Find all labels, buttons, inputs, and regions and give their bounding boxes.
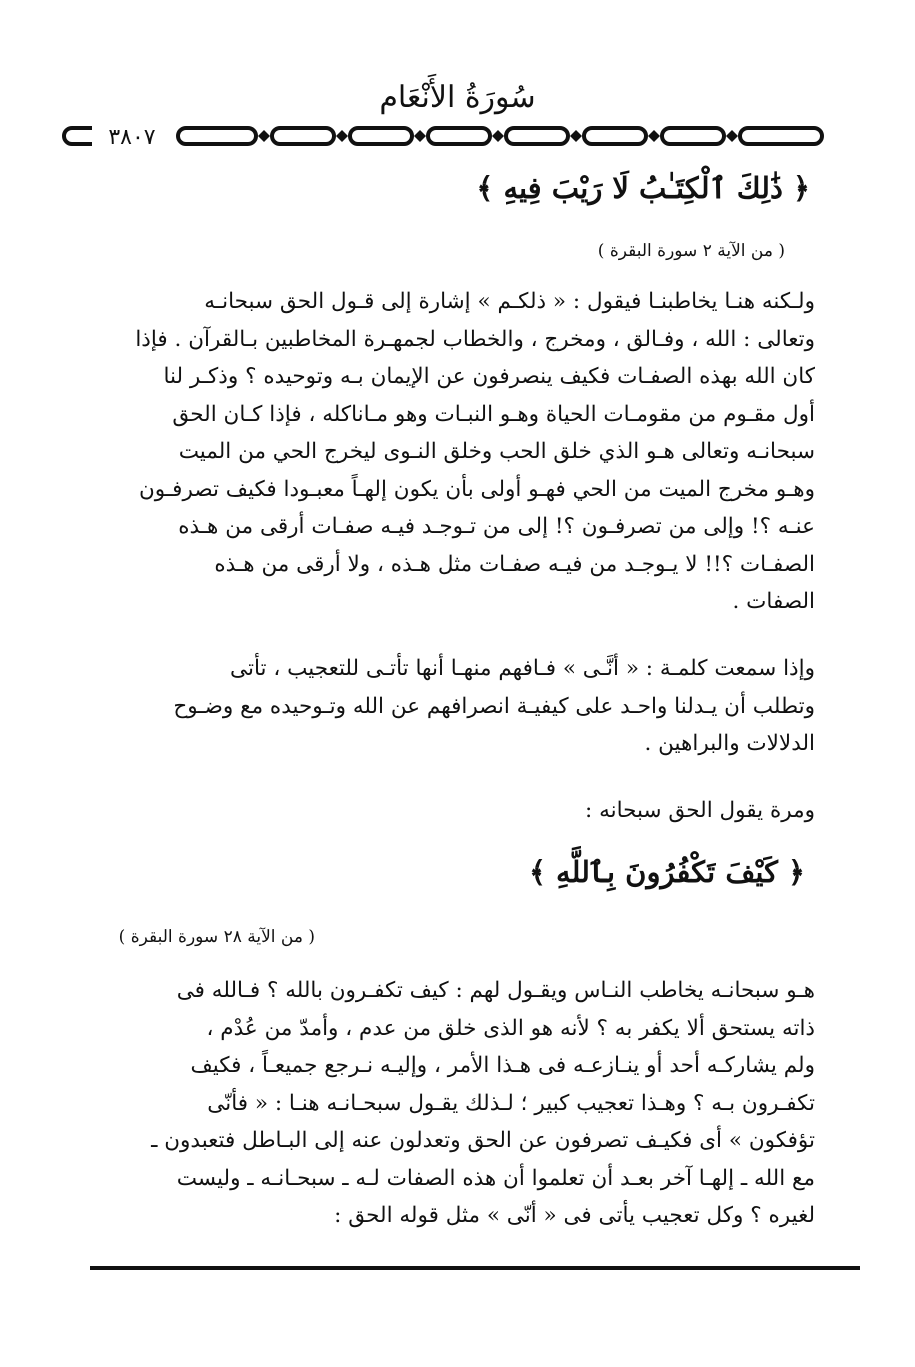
text-line: الدلالات والبراهين . xyxy=(644,731,815,756)
text-line: كان الله بهذه الصفـات فكيف ينصرفون عن الإيمان بـه وتوحيده ؟ وذكـر لنا xyxy=(163,364,815,389)
text-line: الصفات . xyxy=(732,589,815,614)
paragraph-4 xyxy=(100,972,815,1235)
text-line: تؤفكون » أى فكيـف تصرفون عن الحق وتعدلون عنه إلى البـاطل فتعبدون ـ xyxy=(151,1128,815,1153)
text-line: ومرة يقول الحق سبحانه : xyxy=(585,798,815,823)
text-line: هـو سبحانـه يخاطب النـاس ويقـول لهم : كيف تكفـرون بالله ؟ فـالله فى xyxy=(176,978,815,1003)
text-line: الصفـات ؟!! لا يـوجـد من فيـه صفـات مثل هـذه ، ولا أرقى من هـذه xyxy=(214,551,815,577)
text-line: تكفـرون بـه ؟ وهـذا تعجيب كبير ؛ لـذلك يقـول سبحـانـه هنـا : « فأنّى xyxy=(207,1090,815,1116)
text-line: عنـه ؟! وإلى من تصرفـون ؟! إلى من تـوجـد فيـه صفـات أرقى من هـذه xyxy=(178,514,815,539)
verse-2-reference: ( من الآية ٢٨ سورة البقرة ) xyxy=(118,927,315,947)
surah-title: سُورَةُ الأَنْعَام xyxy=(379,80,536,115)
text-line: سبحانـه وتعالى هـو الذي خلق الحب وخلق النـوى ليخرج الحي من الميت xyxy=(178,439,815,464)
text-line: وإذا سمعت كلمـة : « أنَّـى » فـافهم منهـا أنها تأتـى للتعجيب ، تأتى xyxy=(230,656,815,681)
footer-rule xyxy=(90,1266,860,1270)
quran-verse-2: ﴿ كَيْفَ تَكْفُرُونَ بِٱللَّهِ ﴾ xyxy=(528,855,805,889)
text-line: مع الله ـ إلهـا آخر بعـد أن تعلموا أن هذه الصفات لـه ـ سبحـانـه ـ وليست xyxy=(176,1165,815,1191)
text-line: وتعالى : الله ، وفـالق ، ومخرج ، والخطاب لجمهـرة المخاطبين بـالقرآن . فإذا xyxy=(135,326,815,352)
paragraph-1 xyxy=(100,283,815,621)
page-number: ٣٨٠٧ xyxy=(92,126,172,150)
verse-1-reference: ( من الآية ٢ سورة البقرة ) xyxy=(597,241,785,261)
text-line: وتطلب أن يـدلنا واحـد على كيفيـة انصرافهم عن الله وتـوحيده مع وضـوح xyxy=(173,693,815,719)
text-line: أول مقـوم من مقومـات الحياة وهـو النبـات وهو مـاناكله ، فإذا كـان الحق xyxy=(172,401,815,427)
text-line: ولـكنه هنـا يخاطبنـا فيقول : « ذلكـم » إشارة إلى قـول الحق سبحانـه xyxy=(204,289,815,314)
paragraph-3 xyxy=(100,792,815,830)
text-line: ذاته يستحق ألا يكفر به ؟ لأنه هو الذى خلق من عدم ، وأمدّ من عُدْم ، xyxy=(206,1015,815,1041)
quran-verse-1: ﴿ ذَٰلِكَ ٱلْكِتَـٰبُ لَا رَيْبَ فِيهِ ﴾ xyxy=(476,171,810,205)
text-line: ولم يشاركـه أحد أو ينـازعـه فى هـذا الأمر ، وإليـه نـرجع جميعـاً ، فكيف xyxy=(190,1053,815,1078)
text-line: وهـو مخرج الميت من الحي فهـو أولى بأن يكون إلهـاً معبـودا فكيف تصرفـون xyxy=(138,476,815,502)
paragraph-2 xyxy=(100,650,815,763)
header-ornament-border xyxy=(60,118,830,154)
text-line: لغيره ؟ وكل تعجيب يأتى فى « أنّى » مثل قوله الحق : xyxy=(334,1203,815,1228)
